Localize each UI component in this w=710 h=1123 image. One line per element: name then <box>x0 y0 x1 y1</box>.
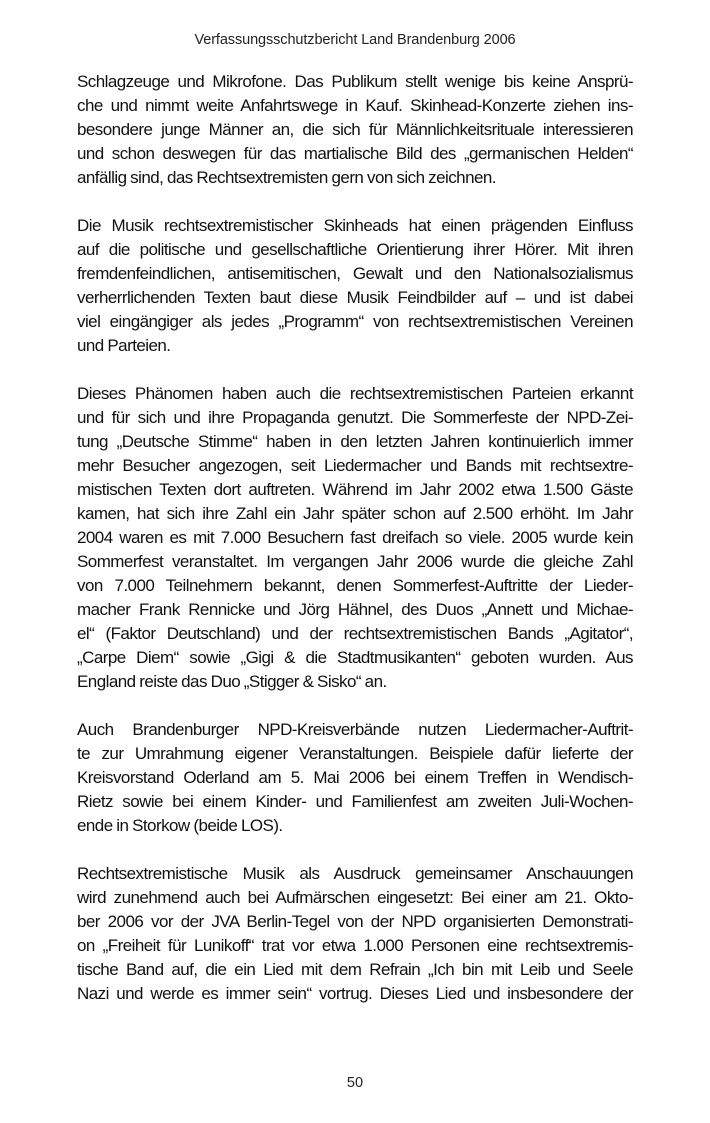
text-line: England reiste das Duo „Stigger & Sisko“ an. <box>77 672 387 691</box>
text-line: tische Band auf, die ein Lied mit dem Refrain „Ich bin mit Leib und Seele <box>77 960 633 979</box>
text-line: che und nimmt weite Anfahrtswege in Kauf. Skinhead-Konzerte ziehen ins- <box>77 96 633 115</box>
paragraph <box>77 214 633 358</box>
text-line: und Parteien. <box>77 336 171 355</box>
running-header: Verfassungsschutzbericht Land Brandenburg 2006 <box>194 32 516 48</box>
text-line: kamen, hat sich ihre Zahl ein Jahr später schon auf 2.500 erhöht. Im Jahr <box>77 504 633 523</box>
body-text <box>77 70 633 1030</box>
text-line: Nazi und werde es immer sein“ vortrug. Dieses Lied und insbesondere der <box>77 984 633 1003</box>
text-line: Rechtsextremistische Musik als Ausdruck gemeinsamer Anschauungen <box>77 864 633 883</box>
text-line: mistischen Texten dort auftreten. Während im Jahr 2002 etwa 1.500 Gäste <box>77 480 633 499</box>
text-line: Dieses Phänomen haben auch die rechtsextremistischen Parteien erkannt <box>77 384 633 403</box>
text-line: viel eingängiger als jedes „Programm“ von rechtsextremistischen Vereinen <box>77 312 633 331</box>
text-line: wird zunehmend auch bei Aufmärschen eingesetzt: Bei einer am 21. Okto- <box>77 888 633 907</box>
text-line: verherrlichenden Texten baut diese Musik Feindbilder auf – und ist dabei <box>77 288 633 307</box>
text-line: ende in Storkow (beide LOS). <box>77 816 283 835</box>
text-line: fremdenfeindlichen, antisemitischen, Gewalt und den Nationalsozialismus <box>77 264 633 283</box>
text-line: Sommerfest veranstaltet. Im vergangen Jahr 2006 wurde die gleiche Zahl <box>77 552 633 571</box>
page-number: 50 <box>346 1075 364 1091</box>
text-line: 2004 waren es mit 7.000 Besuchern fast dreifach so viele. 2005 wurde kein <box>77 528 633 547</box>
text-line: macher Frank Rennicke und Jörg Hähnel, des Duos „Annett und Michae- <box>77 600 633 619</box>
text-line: und für sich und ihre Propaganda genutzt. Die Sommerfeste der NPD-Zei- <box>77 408 633 427</box>
text-line: Rietz sowie bei einem Kinder- und Familienfest am zweiten Juli-Wochen- <box>77 792 633 811</box>
text-line: Schlagzeuge und Mikrofone. Das Publikum stellt wenige bis keine Ansprü- <box>77 72 633 91</box>
paragraph <box>77 382 633 694</box>
paragraph <box>77 70 633 190</box>
paragraph <box>77 862 633 1006</box>
text-line: und schon deswegen für das martialische Bild des „germanischen Helden“ <box>77 144 633 163</box>
text-line: te zur Umrahmung eigener Veranstaltungen. Beispiele dafür lieferte der <box>77 744 633 763</box>
text-line: anfällig sind, das Rechtsextremisten gern von sich zeichnen. <box>77 168 496 187</box>
text-line: Auch Brandenburger NPD-Kreisverbände nutzen Liedermacher-Auftrit- <box>77 720 633 739</box>
text-line: Die Musik rechtsextremistischer Skinheads hat einen prägenden Einfluss <box>77 216 633 235</box>
text-line: mehr Besucher angezogen, seit Liedermacher und Bands mit rechtsextre- <box>77 456 633 475</box>
text-line: Kreisvorstand Oderland am 5. Mai 2006 bei einem Treffen in Wendisch- <box>77 768 633 787</box>
text-line: el“ (Faktor Deutschland) und der rechtsextremistischen Bands „Agitator“, <box>77 624 633 643</box>
text-line: tung „Deutsche Stimme“ haben in den letzten Jahren kontinuierlich immer <box>77 432 633 451</box>
text-line: „Carpe Diem“ sowie „Gigi & die Stadtmusikanten“ geboten wurden. Aus <box>77 648 633 667</box>
text-line: auf die politische und gesellschaftliche Orientierung ihrer Hörer. Mit ihren <box>77 240 633 259</box>
text-line: on „Freiheit für Lunikoff“ trat vor etwa 1.000 Personen eine rechtsextremis- <box>77 936 633 955</box>
text-line: von 7.000 Teilnehmern bekannt, denen Sommerfest-Auftritte der Lieder- <box>77 576 633 595</box>
text-line: ber 2006 vor der JVA Berlin-Tegel von der NPD organisierten Demonstrati- <box>77 912 633 931</box>
text-line: besondere junge Männer an, die sich für Männlichkeitsrituale interessieren <box>77 120 633 139</box>
paragraph <box>77 718 633 838</box>
